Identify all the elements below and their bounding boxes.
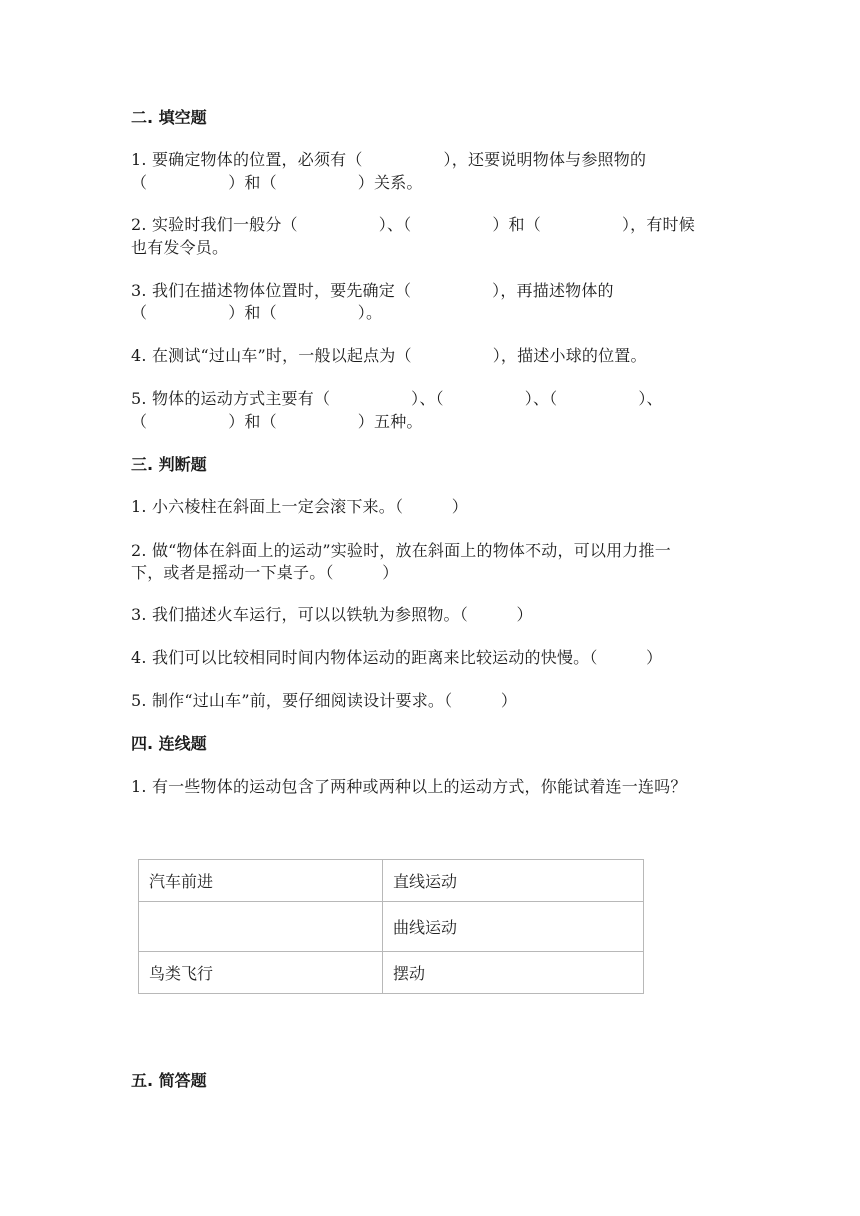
true-false-q1: 1. 小六棱柱在斜面上一定会滚下来。（ ）	[131, 497, 468, 516]
table-cell-right: 曲线运动	[383, 902, 644, 952]
section-heading-true-false: 三. 判断题	[131, 455, 207, 474]
matching-question: 1. 有一些物体的运动包含了两种或两种以上的运动方式，你能试着连一连吗？	[131, 777, 687, 796]
fill-blank-q5-line1: 5. 物体的运动方式主要有（ ）、（ ）、（ ）、	[131, 389, 663, 408]
fill-blank-q1-line1: 1. 要确定物体的位置，必须有（ ），还要说明物体与参照物的	[131, 150, 647, 169]
true-false-q2-line1: 2. 做“物体在斜面上的运动”实验时，放在斜面上的物体不动，可以用力推一	[131, 541, 671, 560]
fill-blank-q3-line2: （ ）和（ ）。	[131, 303, 383, 322]
table-cell-right: 摆动	[383, 952, 644, 994]
true-false-q2-line2: 下，或者是摇动一下桌子。（ ）	[131, 563, 399, 582]
fill-blank-q4: 4. 在测试“过山车”时，一般以起点为（ ），描述小球的位置。	[131, 346, 647, 365]
table-row	[139, 860, 644, 902]
true-false-q3: 3. 我们描述火车运行，可以以铁轨为参照物。（ ）	[131, 605, 533, 624]
fill-blank-q3-line1: 3. 我们在描述物体位置时，要先确定（ ），再描述物体的	[131, 281, 614, 300]
fill-blank-q1-line2: （ ）和（ ）关系。	[131, 173, 423, 192]
table-cell-left: 汽车前进	[139, 860, 383, 902]
fill-blank-q2-line2: 也有发令员。	[131, 238, 229, 257]
table-cell-right: 直线运动	[383, 860, 644, 902]
fill-blank-q2-line1: 2. 实验时我们一般分（ ）、（ ）和（ ），有时候	[131, 215, 695, 234]
section-heading-fill-blank: 二. 填空题	[131, 108, 207, 127]
table-row	[139, 952, 644, 994]
matching-table	[138, 859, 644, 994]
fill-blank-q5-line2: （ ）和（ ）五种。	[131, 412, 423, 431]
table-cell-left: 鸟类飞行	[139, 952, 383, 994]
table-row	[139, 902, 644, 952]
section-heading-short-answer: 五. 简答题	[131, 1071, 207, 1090]
table-cell-left	[139, 902, 383, 952]
true-false-q4: 4. 我们可以比较相同时间内物体运动的距离来比较运动的快慢。（ ）	[131, 648, 663, 667]
section-heading-matching: 四. 连线题	[131, 734, 207, 753]
true-false-q5: 5. 制作“过山车”前，要仔细阅读设计要求。（ ）	[131, 691, 518, 710]
